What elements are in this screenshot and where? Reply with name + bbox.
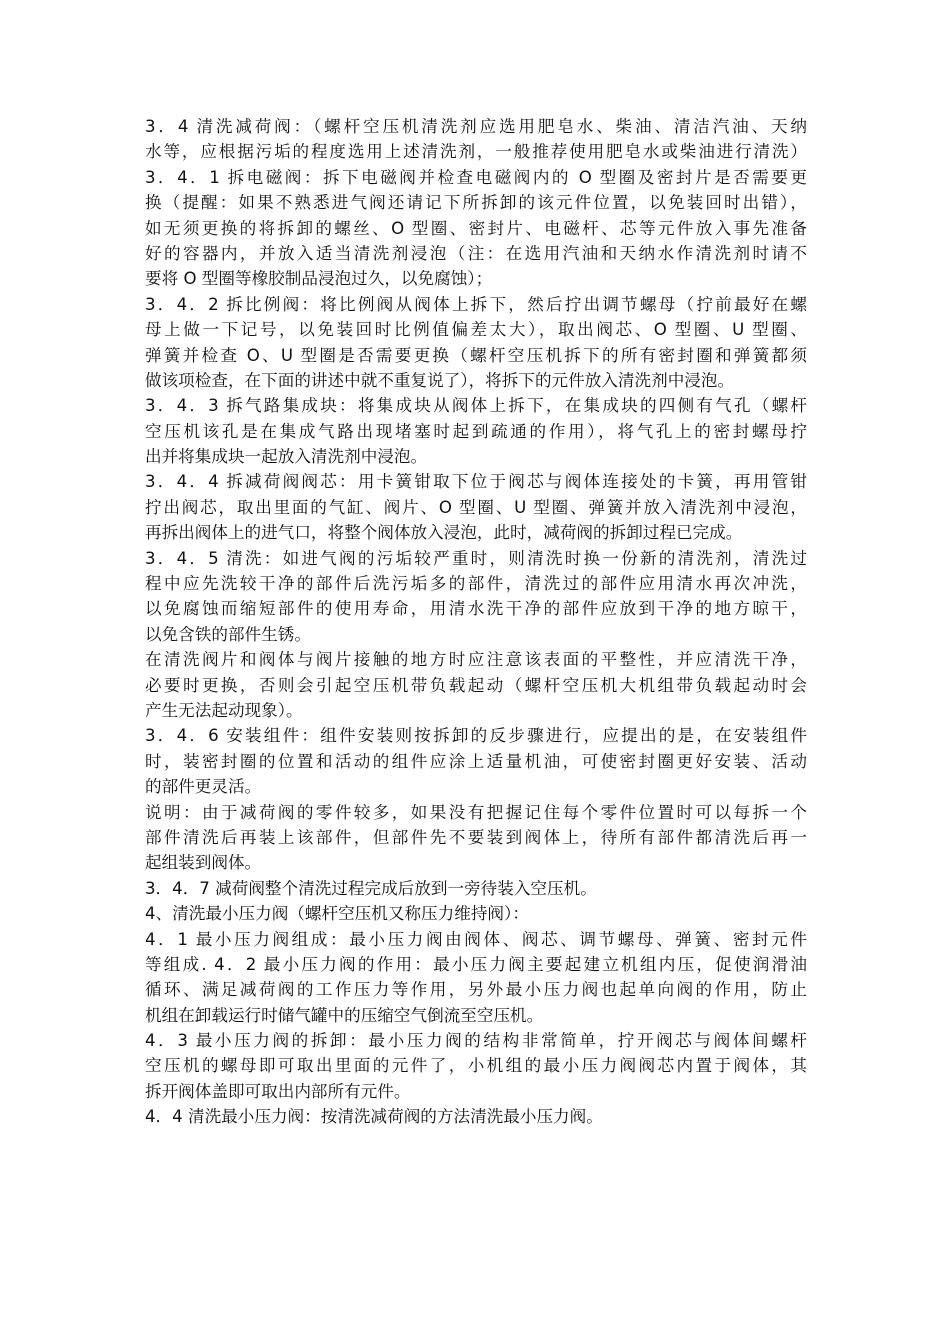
text-line: 水等，应根据污垢的程度选用上述清洗剂，一般推荐使用肥皂水或柴油进行清洗） (145, 142, 807, 162)
text-line: 3．4．5 清洗：如进气阀的污垢较严重时，则清洗时换一份新的清洗剂，清洗过 (145, 548, 807, 568)
text-line: 3．4．4 拆减荷阀阀芯：用卡簧钳取下位于阀芯与阀体连接处的卡簧，再用管钳 (145, 472, 807, 492)
text-line: 循环、满足减荷阀的工作压力等作用，另外最小压力阀也起单向阀的作用，防止 (145, 980, 807, 1000)
text-line: 部件清洗后再装上该部件，但部件先不要装到阀体上，待所有部件都清洗后再一 (145, 827, 807, 847)
text-line: 等组成. 4．2 最小压力阀的作用：最小压力阀主要起建立机组内压，促使润滑油 (145, 954, 807, 974)
text-line: 产生无法起动现象）。 (145, 700, 303, 720)
text-line: 4、清洗最小压力阀（螺杆空压机又称压力维持阀）： (145, 904, 529, 924)
text-line: 空压机该孔是在集成气路出现堵塞时起到疏通的作用），将气孔上的密封螺母拧 (145, 421, 807, 441)
text-line: 要将 O 型圈等橡胶制品浸泡过久，以免腐蚀）； (145, 269, 493, 289)
text-line: 空压机的螺母即可取出里面的元件了，小机组的最小压力阀阀芯内置于阀体，其 (145, 1056, 807, 1076)
text-line: 做该项检查，在下面的讲述中就不重复说了），将拆下的元件放入清洗剂中浸泡。 (145, 370, 735, 390)
text-line: 必要时更换，否则会引起空压机带负载起动（螺杆空压机大机组带负载起动时会 (145, 675, 807, 695)
text-line: 3．4．2 拆比例阀：将比例阀从阀体上拆下，然后拧出调节螺母（拧前最好在螺 (145, 294, 807, 314)
text-line: 3．4．1 拆电磁阀：拆下电磁阀并检查电磁阀内的 O 型圈及密封片是否需要更 (145, 167, 807, 187)
text-line: 好的容器内，并放入适当清洗剂浸泡（注：在选用汽油和天纳水作清洗剂时请不 (145, 243, 807, 263)
text-line: 拆开阀体盖即可取出内部所有元件。 (145, 1081, 411, 1101)
text-line: 以免含铁的部件生锈。 (145, 624, 311, 644)
text-line: 3．4．7 减荷阀整个清洗过程完成后放到一旁待装入空压机。 (145, 878, 597, 898)
text-line: 拧出阀芯，取出里面的气缸、阀片、O 型圈、U 型圈、弹簧并放入清洗剂中浸泡， (145, 497, 807, 517)
text-line: 母上做一下记号，以免装回时比例值偏差太大），取出阀芯、O 型圈、U 型圈、 (145, 320, 807, 340)
text-line: 机组在卸载运行时储气罐中的压缩空气倒流至空压机。 (145, 1005, 544, 1025)
text-line: 起组装到阀体。 (145, 853, 262, 873)
text-line: 如无须更换的将拆卸的螺丝、O 型圈、密封片、电磁杆、芯等元件放入事先准备 (145, 218, 807, 238)
text-line: 在清洗阀片和阀体与阀片接触的地方时应注意该表面的平整性，并应清洗干净， (145, 650, 807, 670)
text-line: 的部件更灵活。 (145, 777, 262, 797)
text-line: 3．4．3 拆气路集成块：将集成块从阀体上拆下，在集成块的四侧有气孔（螺杆 (145, 396, 807, 416)
text-line: 时，装密封圈的位置和活动的组件应涂上适量机油，可使密封圈更好安装、活动 (145, 751, 807, 771)
text-line: 3．4 清洗减荷阀：（螺杆空压机清洗剂应选用肥皂水、柴油、清洁汽油、天纳 (145, 117, 807, 136)
text-line: 换（提醒：如果不熟悉进气阀还请记下所拆卸的该元件位置，以免装回时出错）， (145, 193, 807, 213)
document-body (145, 114, 807, 1130)
text-line: 4．3 最小压力阀的拆卸：最小压力阀的结构非常简单，拧开阀芯与阀体间螺杆 (145, 1031, 807, 1051)
text-line: 4．1 最小压力阀组成：最小压力阀由阀体、阀芯、调节螺母、弹簧、密封元件 (145, 929, 807, 949)
text-line: 4．4 清洗最小压力阀：按清洗减荷阀的方法清洗最小压力阀。 (145, 1107, 603, 1127)
text-line: 程中应先洗较干净的部件后洗污垢多的部件，清洗过的部件应用清水再次冲洗， (145, 574, 807, 594)
text-line: 以免腐蚀而缩短部件的使用寿命，用清水洗干净的部件应放到干净的地方晾干， (145, 599, 807, 619)
text-line: 说明：由于减荷阀的零件较多，如果没有把握记住每个零件位置时可以每拆一个 (145, 802, 807, 822)
text-line: 弹簧并检查 O、U 型圈是否需要更换（螺杆空压机拆下的所有密封圈和弹簧都须 (145, 345, 807, 365)
text-line: 出并将集成块一起放入清洗剂中浸泡。 (145, 447, 428, 467)
text-line: 再拆出阀体上的进气口，将整个阀体放入浸泡，此时，减荷阀的拆卸过程已完成。 (145, 523, 743, 543)
text-line: 3．4．6 安装组件：组件安装则按拆卸的反步骤进行，应提出的是，在安装组件 (145, 726, 807, 746)
